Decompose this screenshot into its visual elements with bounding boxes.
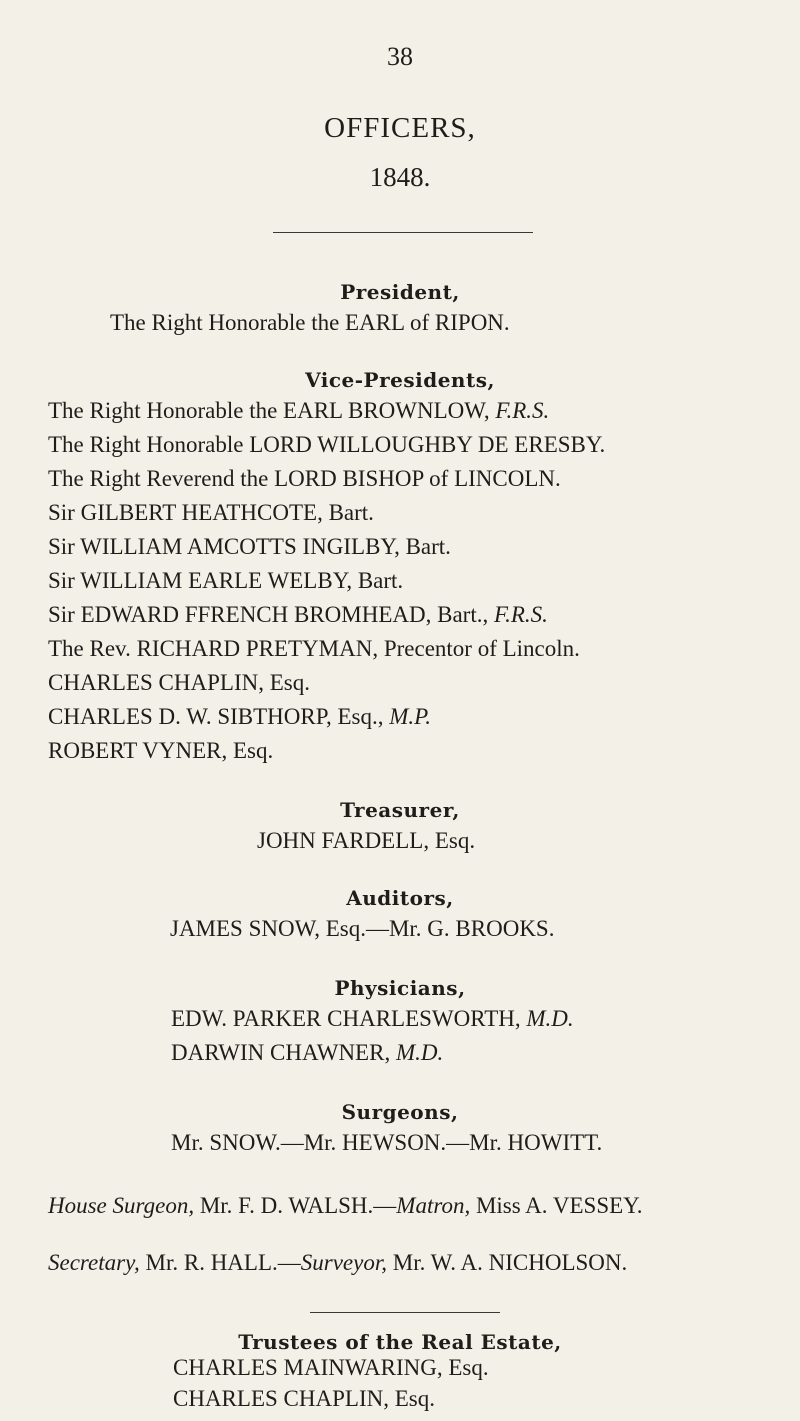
matron-label: Matron,	[396, 1193, 471, 1218]
surgeons-heading: Surgeons,	[341, 1100, 459, 1124]
secretary-line	[48, 1250, 627, 1276]
physician-suffix: M.D.	[526, 1006, 574, 1031]
vice-president-line	[48, 398, 549, 424]
divider-rule	[273, 232, 533, 233]
vice-president-name: The Right Honorable LORD WILLOUGHBY DE ERESBY.	[48, 432, 606, 457]
house-surgeon-name: Mr. F. D. WALSH.—	[194, 1193, 397, 1218]
physician-line	[171, 1006, 574, 1032]
vice-president-line	[48, 500, 374, 526]
vice-president-name: The Right Reverend the LORD BISHOP of LINCOLN.	[48, 466, 561, 491]
auditors-name: JAMES SNOW, Esq.—Mr. G. BROOKS.	[170, 916, 555, 941]
page-number: 38	[387, 42, 413, 71]
treasurer-name: JOHN FARDELL, Esq.	[257, 828, 476, 853]
surveyor-name: Mr. W. A. NICHOLSON.	[387, 1250, 628, 1275]
vice-president-suffix: F.R.S.	[495, 398, 550, 423]
physicians-heading: Physicians,	[334, 976, 466, 1000]
surveyor-label: Surveyor,	[300, 1250, 387, 1275]
auditors-heading: Auditors,	[346, 886, 454, 910]
physician-name: EDW. PARKER CHARLESWORTH,	[171, 1006, 527, 1031]
page-year: 1848.	[369, 162, 431, 192]
vice-president-line	[48, 704, 431, 730]
vice-president-name: CHARLES D. W. SIBTHORP, Esq.,	[48, 704, 390, 729]
vice-president-line	[48, 466, 561, 492]
vice-president-name: The Right Honorable the EARL BROWNLOW,	[48, 398, 496, 423]
vice-president-line	[48, 636, 580, 662]
president-name: The Right Honorable the EARL of RIPON.	[110, 310, 510, 335]
house-surgeon-line	[48, 1193, 643, 1219]
divider-rule	[310, 1312, 500, 1313]
secretary-name: Mr. R. HALL.—	[139, 1250, 301, 1275]
vice-presidents-heading: Vice-Presidents,	[305, 368, 495, 392]
secretary-label: Secretary,	[48, 1250, 140, 1275]
vice-president-name: Sir WILLIAM EARLE WELBY, Bart.	[48, 568, 404, 593]
physician-name: DARWIN CHAWNER,	[171, 1040, 396, 1065]
physician-suffix: M.D.	[395, 1040, 444, 1065]
trustees-heading: Trustees of the Real Estate,	[238, 1330, 562, 1354]
vice-president-line	[48, 568, 403, 594]
vice-president-name: Sir EDWARD FFRENCH BROMHEAD, Bart.,	[48, 602, 494, 627]
vice-president-suffix: M.P.	[389, 704, 431, 729]
vice-president-line	[48, 602, 548, 628]
surgeons-name: Mr. SNOW.—Mr. HEWSON.—Mr. HOWITT.	[171, 1130, 603, 1155]
trustee-name: CHARLES MAINWARING, Esq.	[173, 1355, 489, 1380]
vice-president-line	[48, 432, 605, 458]
vice-president-name: CHARLES CHAPLIN, Esq.	[48, 670, 310, 695]
vice-president-name: Sir GILBERT HEATHCOTE, Bart.	[48, 500, 374, 525]
vice-president-suffix: F.R.S.	[493, 602, 548, 627]
president-heading: President,	[340, 280, 460, 304]
matron-name: Miss A. VESSEY.	[470, 1193, 643, 1218]
vice-president-name: ROBERT VYNER, Esq.	[48, 738, 274, 763]
treasurer-heading: Treasurer,	[340, 798, 460, 822]
trustee-name: CHARLES CHAPLIN, Esq.	[173, 1386, 435, 1411]
vice-president-line	[48, 738, 273, 764]
house-surgeon-label: House Surgeon,	[48, 1193, 195, 1218]
vice-president-line	[48, 670, 310, 696]
vice-president-name: Sir WILLIAM AMCOTTS INGILBY, Bart.	[48, 534, 451, 559]
vice-president-name: The Rev. RICHARD PRETYMAN, Precentor of Lincoln.	[48, 636, 580, 661]
page-title: OFFICERS,	[324, 112, 476, 144]
vice-president-line	[48, 534, 451, 560]
physician-line	[171, 1040, 443, 1066]
